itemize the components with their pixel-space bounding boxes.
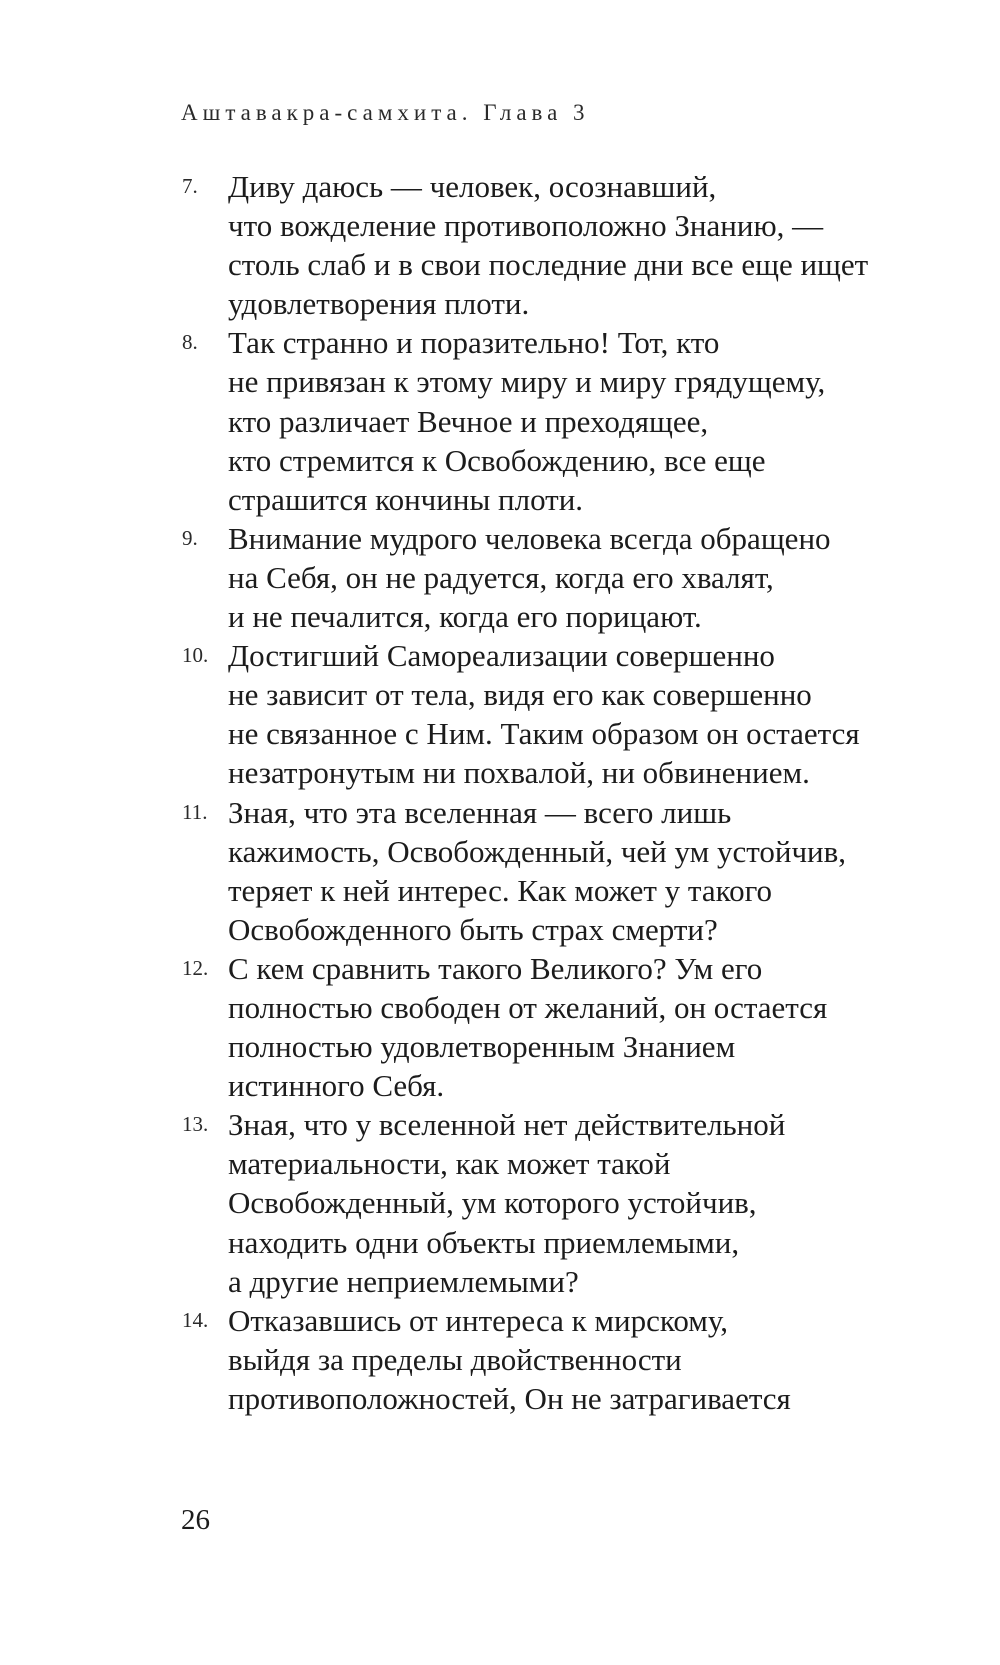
- verse-line: Зная, что эта вселенная — всего лишь: [228, 794, 732, 830]
- verse-number: 13.: [182, 1112, 209, 1137]
- verse-line: незатронутым ни похвалой, ни обвинением.: [228, 755, 810, 791]
- verse-line: Так странно и поразительно! Тот, кто: [228, 325, 720, 361]
- verse-number: 10.: [182, 643, 209, 668]
- verse-line: истинного Себя.: [228, 1068, 445, 1104]
- verse-line: Освобожденного быть страх смерти?: [228, 911, 718, 947]
- verse-list: [0, 167, 1000, 1418]
- verse-line: теряет к ней интерес. Как может у такого: [228, 872, 773, 908]
- verse-line: на Себя, он не радуется, когда его хвалят,: [228, 559, 774, 595]
- verse-line: С кем сравнить такого Великого? Ум его: [228, 950, 763, 986]
- verse-line: полностью свободен от желаний, он остается: [228, 989, 828, 1025]
- verse-line: находить одни объекты приемлемыми,: [228, 1224, 740, 1260]
- verse-line: противоположностей, Он не затрагивается: [228, 1380, 791, 1416]
- verse-line: Зная, что у вселенной нет действительной: [228, 1107, 786, 1143]
- verse-line: Диву даюсь — человек, осознавший,: [228, 169, 717, 204]
- verse-number: 12.: [182, 955, 209, 980]
- verse-line: не привязан к этому миру и миру грядущему,: [228, 364, 826, 400]
- page-number: 26: [181, 1504, 210, 1536]
- verse-line: Внимание мудрого человека всегда обращено: [228, 520, 831, 556]
- verse-13: [0, 1105, 1000, 1300]
- running-header: Аштавакра-самхита. Глава 3: [181, 100, 590, 125]
- verse-line: Достигший Самореализации совершенно: [228, 638, 775, 674]
- verse-number: 11.: [182, 799, 208, 824]
- verse-line: выйдя за пределы двойственности: [228, 1341, 682, 1377]
- verse-line: Отказавшись от интереса к мирскому,: [228, 1302, 729, 1338]
- verse-line: кажимость, Освобожденный, чей ум устойчив,: [228, 833, 847, 869]
- verse-line: не зависит от тела, видя его как совершенно: [228, 677, 812, 713]
- verse-8: [0, 323, 1000, 518]
- verse-number: 14.: [182, 1307, 209, 1332]
- verse-line: страшится кончины плоти.: [228, 481, 584, 517]
- verse-line: Освобожденный, ум которого устойчив,: [228, 1185, 757, 1221]
- verse-line: удовлетворения плоти.: [228, 286, 530, 322]
- verse-line: не связанное с Ним. Таким образом он остается: [228, 716, 860, 752]
- verse-10: [0, 636, 1000, 792]
- verse-12: [0, 949, 1000, 1105]
- verse-number: 7.: [182, 174, 198, 198]
- verse-line: материальности, как может такой: [228, 1146, 671, 1182]
- verse-line: полностью удовлетворенным Знанием: [228, 1029, 736, 1065]
- verse-number: 9.: [182, 525, 198, 550]
- verse-line: кто различает Вечное и преходящее,: [228, 403, 709, 439]
- verse-line: и не печалится, когда его порицают.: [228, 599, 702, 635]
- verse-number: 8.: [182, 330, 198, 355]
- verse-7: [0, 167, 1000, 323]
- verse-line: что вожделение противоположно Знанию, —: [228, 208, 824, 244]
- verse-line: кто стремится к Освобождению, все еще: [228, 442, 766, 478]
- verse-11: [0, 793, 1000, 949]
- verse-line: столь слаб и в свои последние дни все еще ищет: [228, 247, 869, 283]
- verse-9: [0, 519, 1000, 636]
- verse-line: а другие неприемлемыми?: [228, 1263, 579, 1299]
- verse-14: [0, 1301, 1000, 1418]
